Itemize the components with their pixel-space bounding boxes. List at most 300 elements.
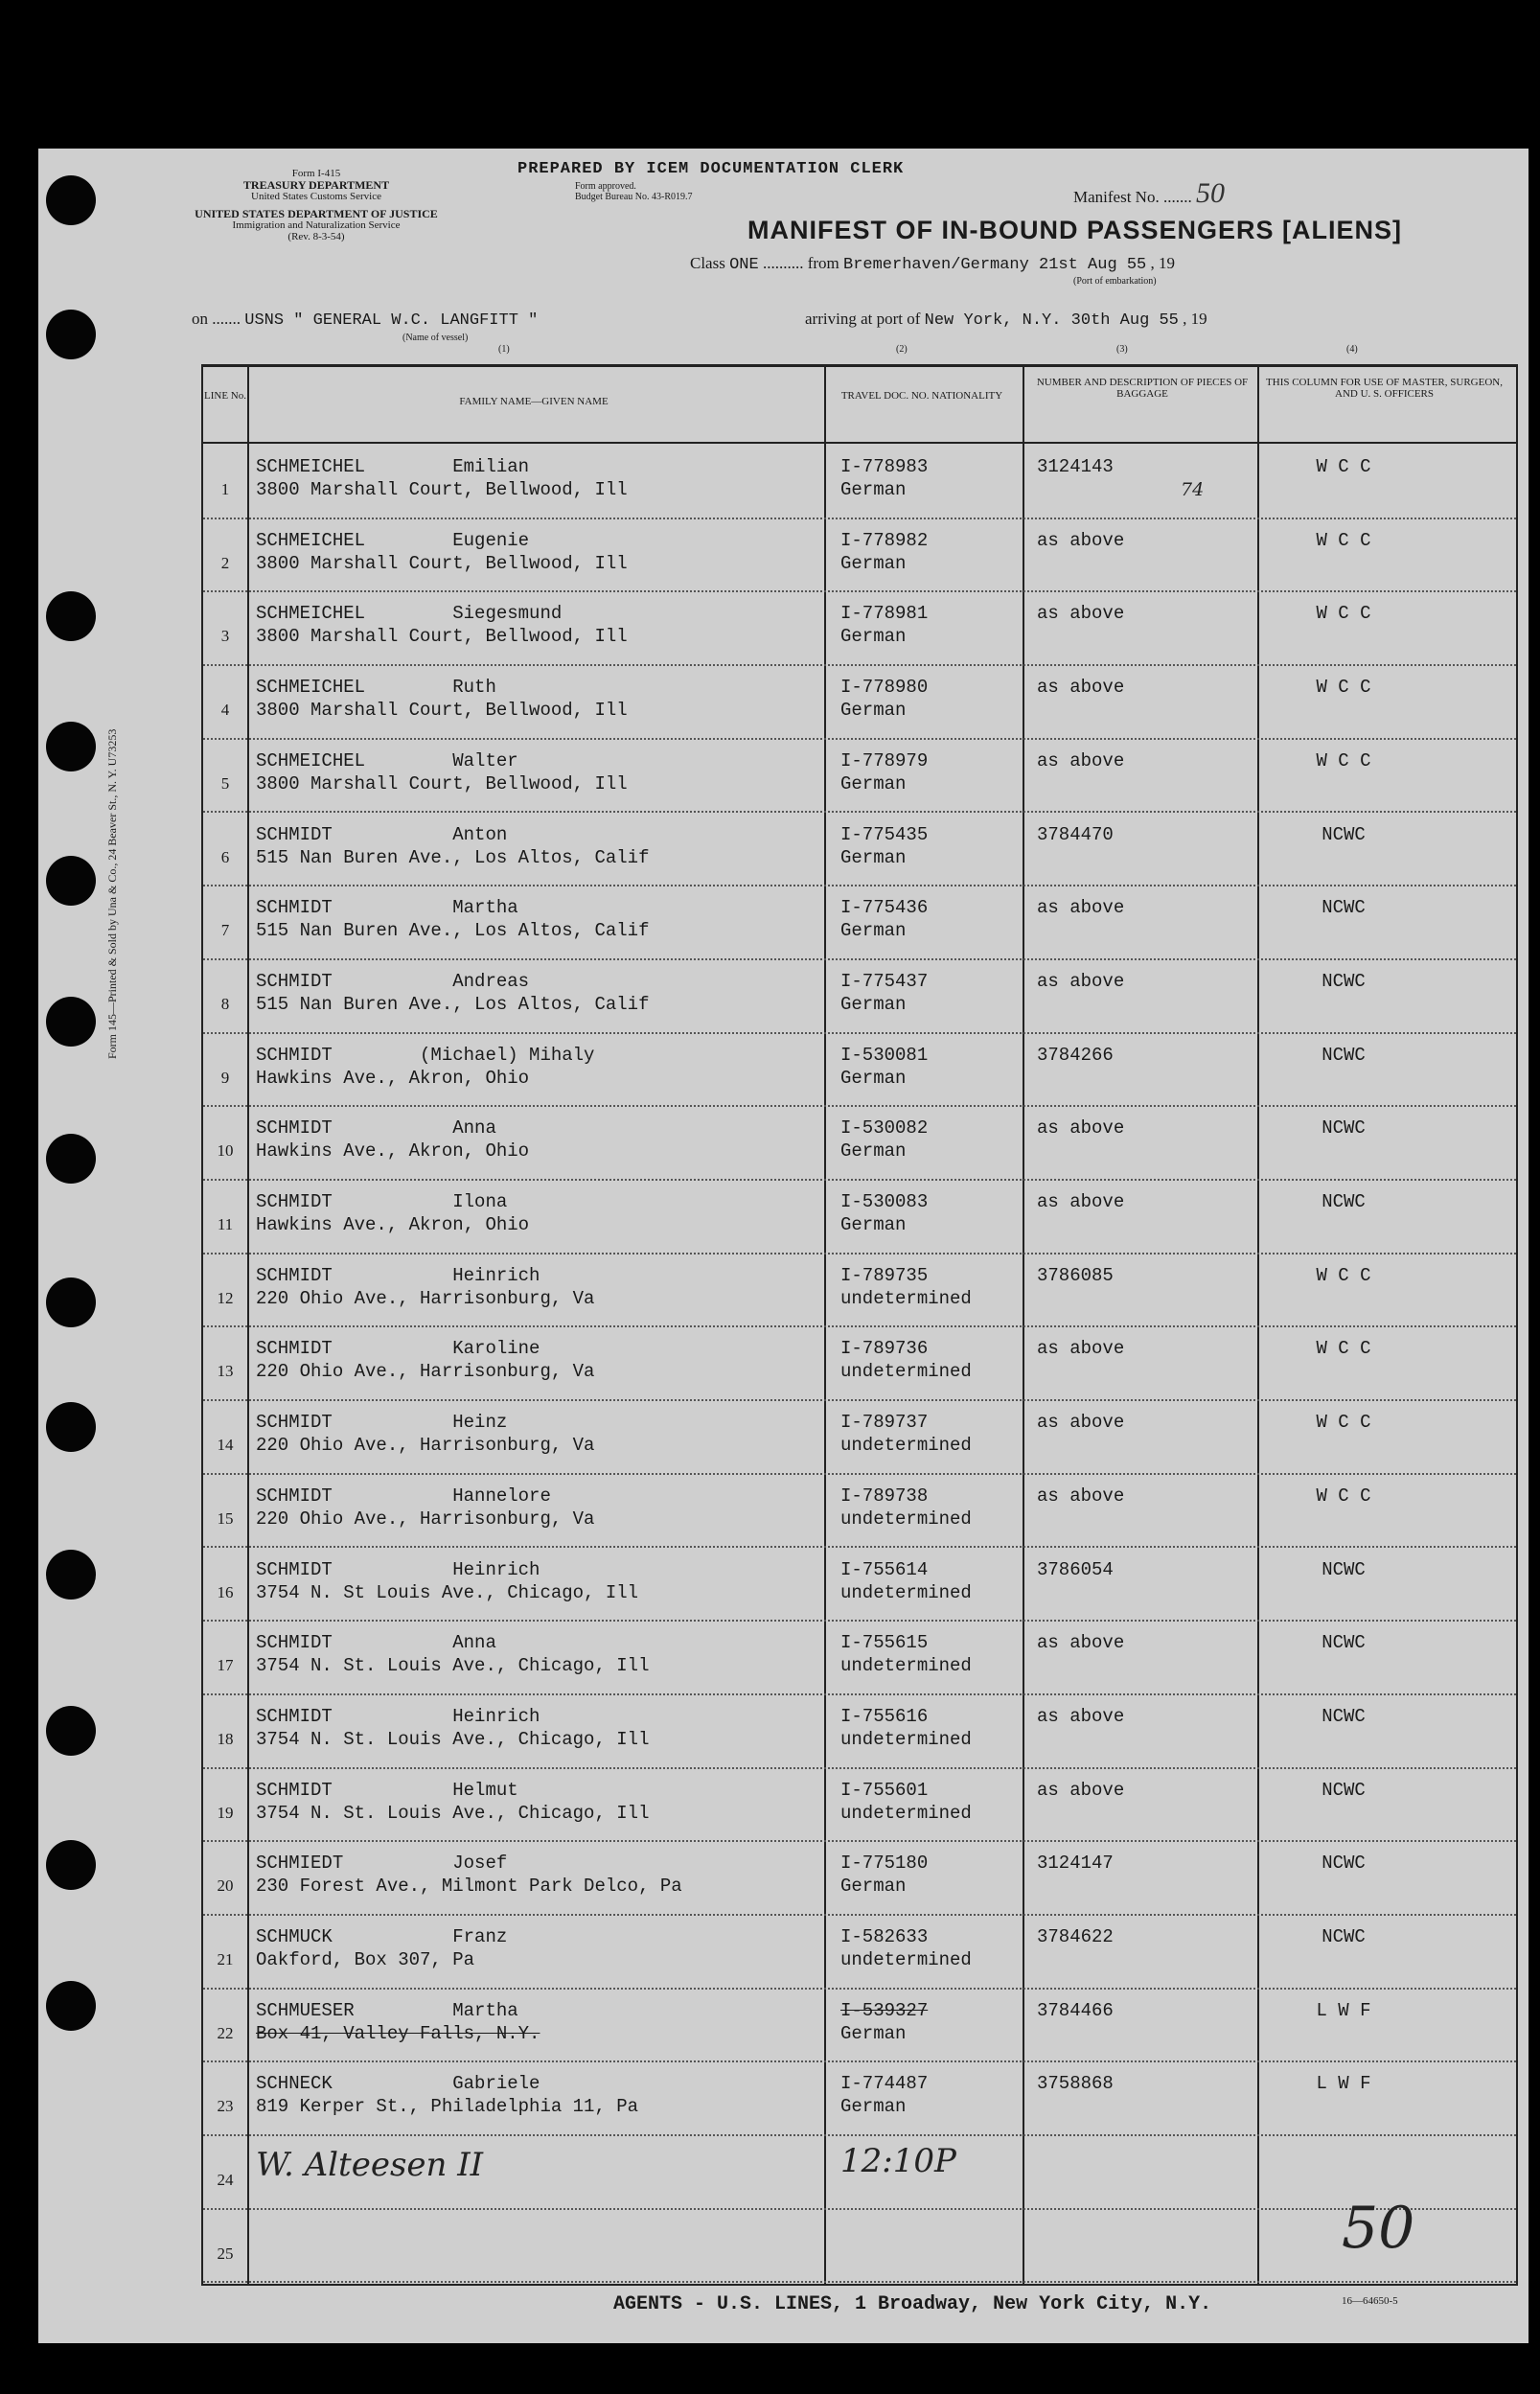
travel-doc (840, 1190, 928, 1236)
baggage-desc: as above (1037, 1338, 1125, 1360)
table-row (203, 2208, 1516, 2284)
header-officers: THIS COLUMN FOR USE OF MASTER, SURGEON, AND U. S. OFFICERS (1266, 377, 1503, 400)
manifest-no-label: Manifest No. (1073, 188, 1160, 206)
travel-doc (840, 1705, 972, 1751)
family-given-name: SCHMIDT Ilona (256, 1191, 508, 1212)
binder-hole (46, 1278, 96, 1327)
officer-code: W C C (1316, 1485, 1371, 1507)
binder-hole (46, 1134, 96, 1184)
address: 220 Ohio Ave., Harrisonburg, Va (256, 1287, 595, 1309)
address: 3800 Marshall Court, Bellwood, Ill (256, 479, 628, 500)
table-row (203, 2060, 1516, 2136)
passenger-name (256, 970, 649, 1016)
class-value: ONE (729, 256, 759, 274)
line-number: 16 (217, 1582, 234, 1601)
family-given-name: SCHMEICHEL Eugenie (256, 529, 530, 551)
vessel-line: on ....... USNS " GENERAL W.C. LANGFITT " (192, 310, 539, 330)
baggage-desc: as above (1037, 1412, 1125, 1434)
nationality: undetermined (840, 1508, 972, 1530)
baggage-desc: 3784470 (1037, 823, 1114, 845)
line-number: 1 (220, 480, 230, 498)
form-number: Form I-415 (291, 168, 341, 179)
from-year: , 19 (1150, 254, 1176, 272)
officer-code: NCWC (1322, 897, 1366, 919)
travel-doc (840, 1485, 972, 1531)
footer-code: 16—64650-5 (1342, 2295, 1398, 2307)
binder-hole (46, 997, 96, 1047)
doc-number: I-789738 (840, 1485, 929, 1507)
table-row (203, 590, 1516, 666)
col-num-3: (3) (1116, 344, 1128, 355)
nationality: German (840, 920, 907, 942)
baggage-desc: as above (1037, 1632, 1125, 1654)
address: 3800 Marshall Court, Bellwood, Ill (256, 772, 628, 794)
nationality: German (840, 772, 907, 794)
line-number: 7 (220, 921, 230, 940)
nationality: undetermined (840, 1728, 972, 1750)
baggage-desc: 3124143 (1037, 456, 1114, 477)
nationality: undetermined (840, 1949, 972, 1970)
baggage (1037, 1264, 1181, 1287)
baggage (1037, 455, 1204, 501)
passenger-name (256, 1925, 507, 1971)
doc-number: I-755614 (840, 1558, 929, 1580)
line-number: 13 (217, 1362, 234, 1381)
side-print: Form 145—Printed & Sold by Una & Co., 24 Beaver St., N. Y. U73253 (105, 728, 119, 1059)
baggage (1037, 896, 1181, 919)
nationality: undetermined (840, 1581, 972, 1603)
nationality: undetermined (840, 1287, 972, 1309)
line-number: 14 (217, 1436, 234, 1455)
passenger-name (256, 455, 628, 501)
officer-code: NCWC (1322, 1117, 1366, 1139)
arrival-port: New York, N.Y. 30th Aug 55 (924, 311, 1179, 330)
col-num-2: (2) (896, 344, 908, 355)
line-number: 8 (220, 994, 230, 1013)
baggage-desc: 3784266 (1037, 1044, 1114, 1066)
travel-doc (840, 1116, 928, 1162)
baggage-desc: as above (1037, 677, 1125, 699)
nationality: German (840, 846, 907, 868)
address: 3800 Marshall Court, Bellwood, Ill (256, 626, 628, 648)
line-number: 12 (217, 1288, 234, 1307)
baggage-desc: as above (1037, 529, 1125, 551)
travel-doc (840, 1779, 972, 1825)
col-num-4: (4) (1346, 344, 1358, 355)
address: 3800 Marshall Court, Bellwood, Ill (256, 700, 628, 722)
address: 3754 N. St. Louis Ave., Chicago, Ill (256, 1802, 650, 1824)
baggage-desc: 3784466 (1037, 1999, 1114, 2021)
table-row (203, 1988, 1516, 2063)
passenger-name (256, 1779, 649, 1825)
officer-code: NCWC (1322, 1558, 1366, 1580)
table-row (203, 885, 1516, 960)
family-given-name: W. Alteesen II (256, 2146, 484, 2185)
table-row (203, 1693, 1516, 1769)
passenger-name (256, 1264, 594, 1310)
nationality: undetermined (840, 1435, 972, 1457)
address: 3754 N. St Louis Ave., Chicago, Ill (256, 1581, 639, 1603)
travel-doc (840, 2072, 928, 2118)
baggage (1037, 1337, 1181, 1360)
doc-number: I-775437 (840, 970, 929, 992)
travel-doc (840, 1999, 928, 2045)
line-number: 21 (217, 1950, 234, 1968)
passenger-name (256, 1411, 594, 1457)
baggage (1037, 1779, 1181, 1802)
table-row (203, 518, 1516, 593)
passenger-name (256, 823, 649, 869)
binder-hole (46, 1402, 96, 1452)
header-baggage: NUMBER AND DESCRIPTION OF PIECES OF BAGGAGE (1036, 377, 1249, 400)
passenger-name (256, 749, 628, 795)
vessel-note: (Name of vessel) (402, 333, 469, 343)
doc-number: I-539327 (840, 1999, 929, 2021)
doc-number: I-778982 (840, 529, 929, 551)
doc-number: I-530083 (840, 1191, 929, 1212)
header-travel: TRAVEL DOC. NO. NATIONALITY (840, 390, 1003, 402)
baggage-desc: as above (1037, 1117, 1125, 1139)
table-row (203, 2134, 1516, 2210)
family-given-name: SCHMIDT Anna (256, 1632, 496, 1654)
table-row (203, 1547, 1516, 1623)
passenger-table (201, 364, 1518, 2286)
table-row (203, 1325, 1516, 1401)
baggage-desc: 3124147 (1037, 1853, 1114, 1875)
doc-number: I-755616 (840, 1705, 929, 1727)
baggage-desc: 3758868 (1037, 2073, 1114, 2095)
passenger-name (256, 2072, 638, 2118)
baggage (1037, 749, 1181, 772)
line-number: 25 (217, 2244, 234, 2263)
officer-code: NCWC (1322, 1191, 1366, 1212)
baggage (1037, 1190, 1181, 1213)
travel-doc (840, 896, 928, 942)
passenger-name (256, 896, 649, 942)
passenger-name (256, 1116, 529, 1162)
officer-code: NCWC (1322, 1926, 1366, 1947)
travel-doc (840, 970, 928, 1016)
family-given-name: SCHMEICHEL Siegesmund (256, 603, 563, 625)
baggage (1037, 2072, 1181, 2095)
baggage (1037, 1999, 1181, 2022)
baggage (1037, 1116, 1181, 1139)
binder-hole (46, 175, 96, 225)
doc-number: I-775436 (840, 897, 929, 919)
manifest-number: Manifest No. ....... 50 (1073, 177, 1225, 209)
travel-doc (840, 1411, 972, 1457)
family-given-name: SCHMIDT Hannelore (256, 1485, 551, 1507)
officer-code: NCWC (1322, 1632, 1366, 1654)
baggage (1037, 529, 1181, 552)
doc-number: I-789735 (840, 1264, 929, 1286)
family-given-name: SCHMUESER Martha (256, 1999, 518, 2021)
passenger-name (256, 1190, 529, 1236)
baggage (1037, 1485, 1181, 1508)
doc-number: I-755615 (840, 1632, 929, 1654)
nationality: undetermined (840, 1361, 972, 1383)
baggage (1037, 1411, 1181, 1434)
baggage-note: 74 (1181, 479, 1205, 500)
address: 3754 N. St. Louis Ave., Chicago, Ill (256, 1655, 650, 1677)
nationality: German (840, 479, 907, 500)
address: Hawkins Ave., Akron, Ohio (256, 1140, 530, 1162)
binder-hole (46, 856, 96, 906)
baggage-desc: as above (1037, 970, 1125, 992)
officer-code: W C C (1316, 603, 1371, 625)
line-number: 24 (217, 2171, 234, 2190)
doc-number: I-789736 (840, 1338, 929, 1360)
travel-doc (840, 676, 928, 722)
nationality: German (840, 626, 907, 648)
address: 220 Ohio Ave., Harrisonburg, Va (256, 1361, 595, 1383)
family-given-name: SCHMIDT Helmut (256, 1779, 518, 1801)
family-given-name: SCHMIDT (Michael) Mihaly (256, 1044, 595, 1066)
table-row (203, 1473, 1516, 1549)
officer-code: W C C (1316, 456, 1371, 477)
family-given-name: SCHMEICHEL Emilian (256, 456, 530, 477)
passenger-name (256, 1044, 594, 1090)
officer-code: L W F (1316, 1999, 1371, 2021)
form-approved-text: Form approved. (575, 181, 636, 192)
baggage-desc: as above (1037, 897, 1125, 919)
customs-service: United States Customs Service (251, 191, 381, 202)
address: 3754 N. St. Louis Ave., Chicago, Ill (256, 1728, 650, 1750)
address: Hawkins Ave., Akron, Ohio (256, 1067, 530, 1089)
address: 3800 Marshall Court, Bellwood, Ill (256, 552, 628, 574)
travel-doc (840, 455, 928, 501)
col-num-1: (1) (498, 344, 510, 355)
line-number: 3 (220, 627, 230, 646)
port-embark-note: (Port of embarkation) (1073, 276, 1157, 287)
table-row (203, 1840, 1516, 1916)
binder-hole (46, 1706, 96, 1756)
form-approved (575, 181, 693, 202)
baggage (1037, 1705, 1181, 1728)
passenger-name (256, 1705, 649, 1751)
travel-doc (840, 1337, 972, 1383)
table-row (203, 1399, 1516, 1475)
doc-number: I-778981 (840, 603, 929, 625)
passenger-name (256, 1852, 682, 1898)
travel-doc (840, 1044, 928, 1090)
table-row (203, 1253, 1516, 1328)
officer-code: W C C (1316, 749, 1371, 771)
travel-doc (840, 1558, 972, 1604)
passenger-name (256, 676, 628, 722)
nationality: German (840, 700, 907, 722)
header-name: FAMILY NAME—GIVEN NAME (459, 396, 609, 407)
officer-code: L W F (1316, 2073, 1371, 2095)
doc-number: I-774487 (840, 2073, 929, 2095)
line-number: 9 (220, 1068, 230, 1087)
nationality: German (840, 2022, 907, 2044)
binder-hole (46, 1840, 96, 1890)
baggage-desc: as above (1037, 1191, 1125, 1212)
baggage (1037, 1044, 1181, 1067)
officer-code: W C C (1316, 1264, 1371, 1286)
line-number: 18 (217, 1729, 234, 1748)
line-number: 17 (217, 1656, 234, 1675)
doc-number: I-775435 (840, 823, 929, 845)
officer-code: NCWC (1322, 1779, 1366, 1801)
baggage (1037, 676, 1181, 699)
passenger-name (256, 1999, 540, 2045)
passenger-name (256, 602, 628, 648)
baggage-desc: as above (1037, 749, 1125, 771)
family-given-name: SCHMIDT Heinz (256, 1412, 508, 1434)
baggage-desc: as above (1037, 1779, 1125, 1801)
nationality: German (840, 1067, 907, 1089)
family-given-name: SCHMUCK Franz (256, 1926, 508, 1947)
binder-hole (46, 722, 96, 771)
line-number: 10 (217, 1141, 234, 1161)
nationality: German (840, 1876, 907, 1898)
nationality: German (840, 1140, 907, 1162)
family-given-name: SCHMIEDT Josef (256, 1853, 508, 1875)
ins-service: Immigration and Naturalization Service (232, 219, 401, 231)
family-given-name: SCHMIDT Heinrich (256, 1264, 540, 1286)
address: 819 Kerper St., Philadelphia 11, Pa (256, 2096, 639, 2118)
baggage (1037, 823, 1181, 846)
table-row (203, 1914, 1516, 1990)
address: 230 Forest Ave., Milmont Park Delco, Pa (256, 1876, 682, 1898)
form-header-block (163, 168, 470, 242)
table-header (203, 367, 1516, 444)
arriving-label: arriving at port of (805, 310, 921, 328)
address: 515 Nan Buren Ave., Los Altos, Calif (256, 846, 650, 868)
revision: (Rev. 8-3-54) (287, 231, 345, 242)
baggage (1037, 1558, 1181, 1581)
officer-code: W C C (1316, 1412, 1371, 1434)
baggage-desc: as above (1037, 1485, 1125, 1507)
doc-number: I-778980 (840, 677, 929, 699)
from-value: Bremerhaven/Germany 21st Aug 55 (843, 256, 1147, 274)
manifest-sheet (38, 149, 1529, 2343)
passenger-name (256, 1485, 594, 1531)
family-given-name: SCHMIDT Heinrich (256, 1558, 540, 1580)
travel-doc (840, 2142, 956, 2181)
line-number: 23 (217, 2097, 234, 2116)
address: Oakford, Box 307, Pa (256, 1949, 475, 1970)
nationality: undetermined (840, 1655, 972, 1677)
baggage-desc: 3786085 (1037, 1264, 1114, 1286)
arrival-year: , 19 (1183, 310, 1207, 328)
from-label: from (807, 254, 839, 272)
passenger-name (256, 1558, 638, 1604)
doc-number: I-778979 (840, 749, 929, 771)
address: Box 41, Valley Falls, N.Y. (256, 2022, 540, 2044)
nationality: German (840, 552, 907, 574)
family-given-name: SCHMIDT Karoline (256, 1338, 540, 1360)
budget-bureau: Budget Bureau No. 43-R019.7 (575, 192, 693, 202)
baggage-desc: as above (1037, 603, 1125, 625)
treasury-dept: TREASURY DEPARTMENT (242, 178, 390, 192)
line-number: 4 (220, 701, 230, 720)
officer-code: NCWC (1322, 823, 1366, 845)
table-row (203, 1105, 1516, 1181)
table-row (203, 958, 1516, 1034)
line-number: 5 (220, 773, 230, 793)
travel-doc (840, 602, 928, 648)
family-given-name: SCHMIDT Martha (256, 897, 518, 919)
table-row (203, 738, 1516, 814)
line-number: 11 (217, 1215, 234, 1233)
officer-code: NCWC (1322, 1044, 1366, 1066)
baggage (1037, 602, 1181, 625)
table-row (203, 1767, 1516, 1843)
baggage (1037, 1925, 1181, 1948)
line-number: 22 (217, 2023, 234, 2042)
family-given-name: SCHMIDT Anton (256, 823, 508, 845)
class-label: Class (690, 254, 725, 272)
family-given-name: SCHNECK Gabriele (256, 2073, 540, 2095)
travel-doc (840, 1631, 972, 1677)
table-row (203, 664, 1516, 740)
address: 515 Nan Buren Ave., Los Altos, Calif (256, 920, 650, 942)
page-title: MANIFEST OF IN-BOUND PASSENGERS [ALIENS] (747, 216, 1403, 244)
family-given-name: SCHMEICHEL Walter (256, 749, 518, 771)
baggage-desc: as above (1037, 1705, 1125, 1727)
address: 220 Ohio Ave., Harrisonburg, Va (256, 1435, 595, 1457)
officer-code: NCWC (1322, 970, 1366, 992)
officer-code: NCWC (1322, 1853, 1366, 1875)
line-number: 15 (217, 1508, 234, 1528)
nationality: undetermined (840, 1802, 972, 1824)
table-row (203, 1620, 1516, 1695)
table-row (203, 1032, 1516, 1108)
nationality: German (840, 2096, 907, 2118)
vessel-name: USNS " GENERAL W.C. LANGFITT " (244, 311, 539, 330)
travel-doc (840, 1925, 972, 1971)
family-given-name: SCHMIDT Andreas (256, 970, 530, 992)
doc-number: 12:10P (840, 2142, 956, 2181)
baggage (1037, 1852, 1181, 1875)
nationality: German (840, 993, 907, 1015)
travel-doc (840, 749, 928, 795)
header-line: LINE No. (204, 390, 246, 402)
on-label: on (192, 310, 208, 328)
manifest-no-value: 50 (1195, 177, 1225, 209)
passenger-name (256, 1337, 594, 1383)
doc-number: I-775180 (840, 1853, 929, 1875)
line-number: 6 (220, 847, 230, 866)
binder-hole (46, 1981, 96, 2031)
family-given-name: SCHMEICHEL Ruth (256, 677, 496, 699)
doc-number: I-582633 (840, 1926, 929, 1947)
line-number: 2 (220, 553, 230, 572)
officer-code: W C C (1316, 677, 1371, 699)
doc-number: I-778983 (840, 456, 929, 477)
doc-number: I-789737 (840, 1412, 929, 1434)
officer-code: W C C (1316, 1338, 1371, 1360)
binder-hole (46, 310, 96, 359)
passenger-name (256, 1631, 649, 1677)
table-row (203, 812, 1516, 887)
doc-number: I-755601 (840, 1779, 929, 1801)
footer-agents: AGENTS - U.S. LINES, 1 Broadway, New York City, N.Y. (613, 2293, 1212, 2315)
family-given-name: SCHMIDT Anna (256, 1117, 496, 1139)
line-number: 20 (217, 1876, 234, 1896)
passenger-name (256, 529, 628, 575)
baggage-desc: 3786054 (1037, 1558, 1114, 1580)
class-line: Class ONE .......... from Bremerhaven/Germany 21st Aug 55 , 19 (690, 254, 1176, 274)
travel-doc (840, 1852, 928, 1898)
prepared-by-stamp: PREPARED BY ICEM DOCUMENTATION CLERK (517, 160, 905, 178)
address: 220 Ohio Ave., Harrisonburg, Va (256, 1508, 595, 1530)
nationality: German (840, 1214, 907, 1235)
baggage (1037, 1631, 1181, 1654)
